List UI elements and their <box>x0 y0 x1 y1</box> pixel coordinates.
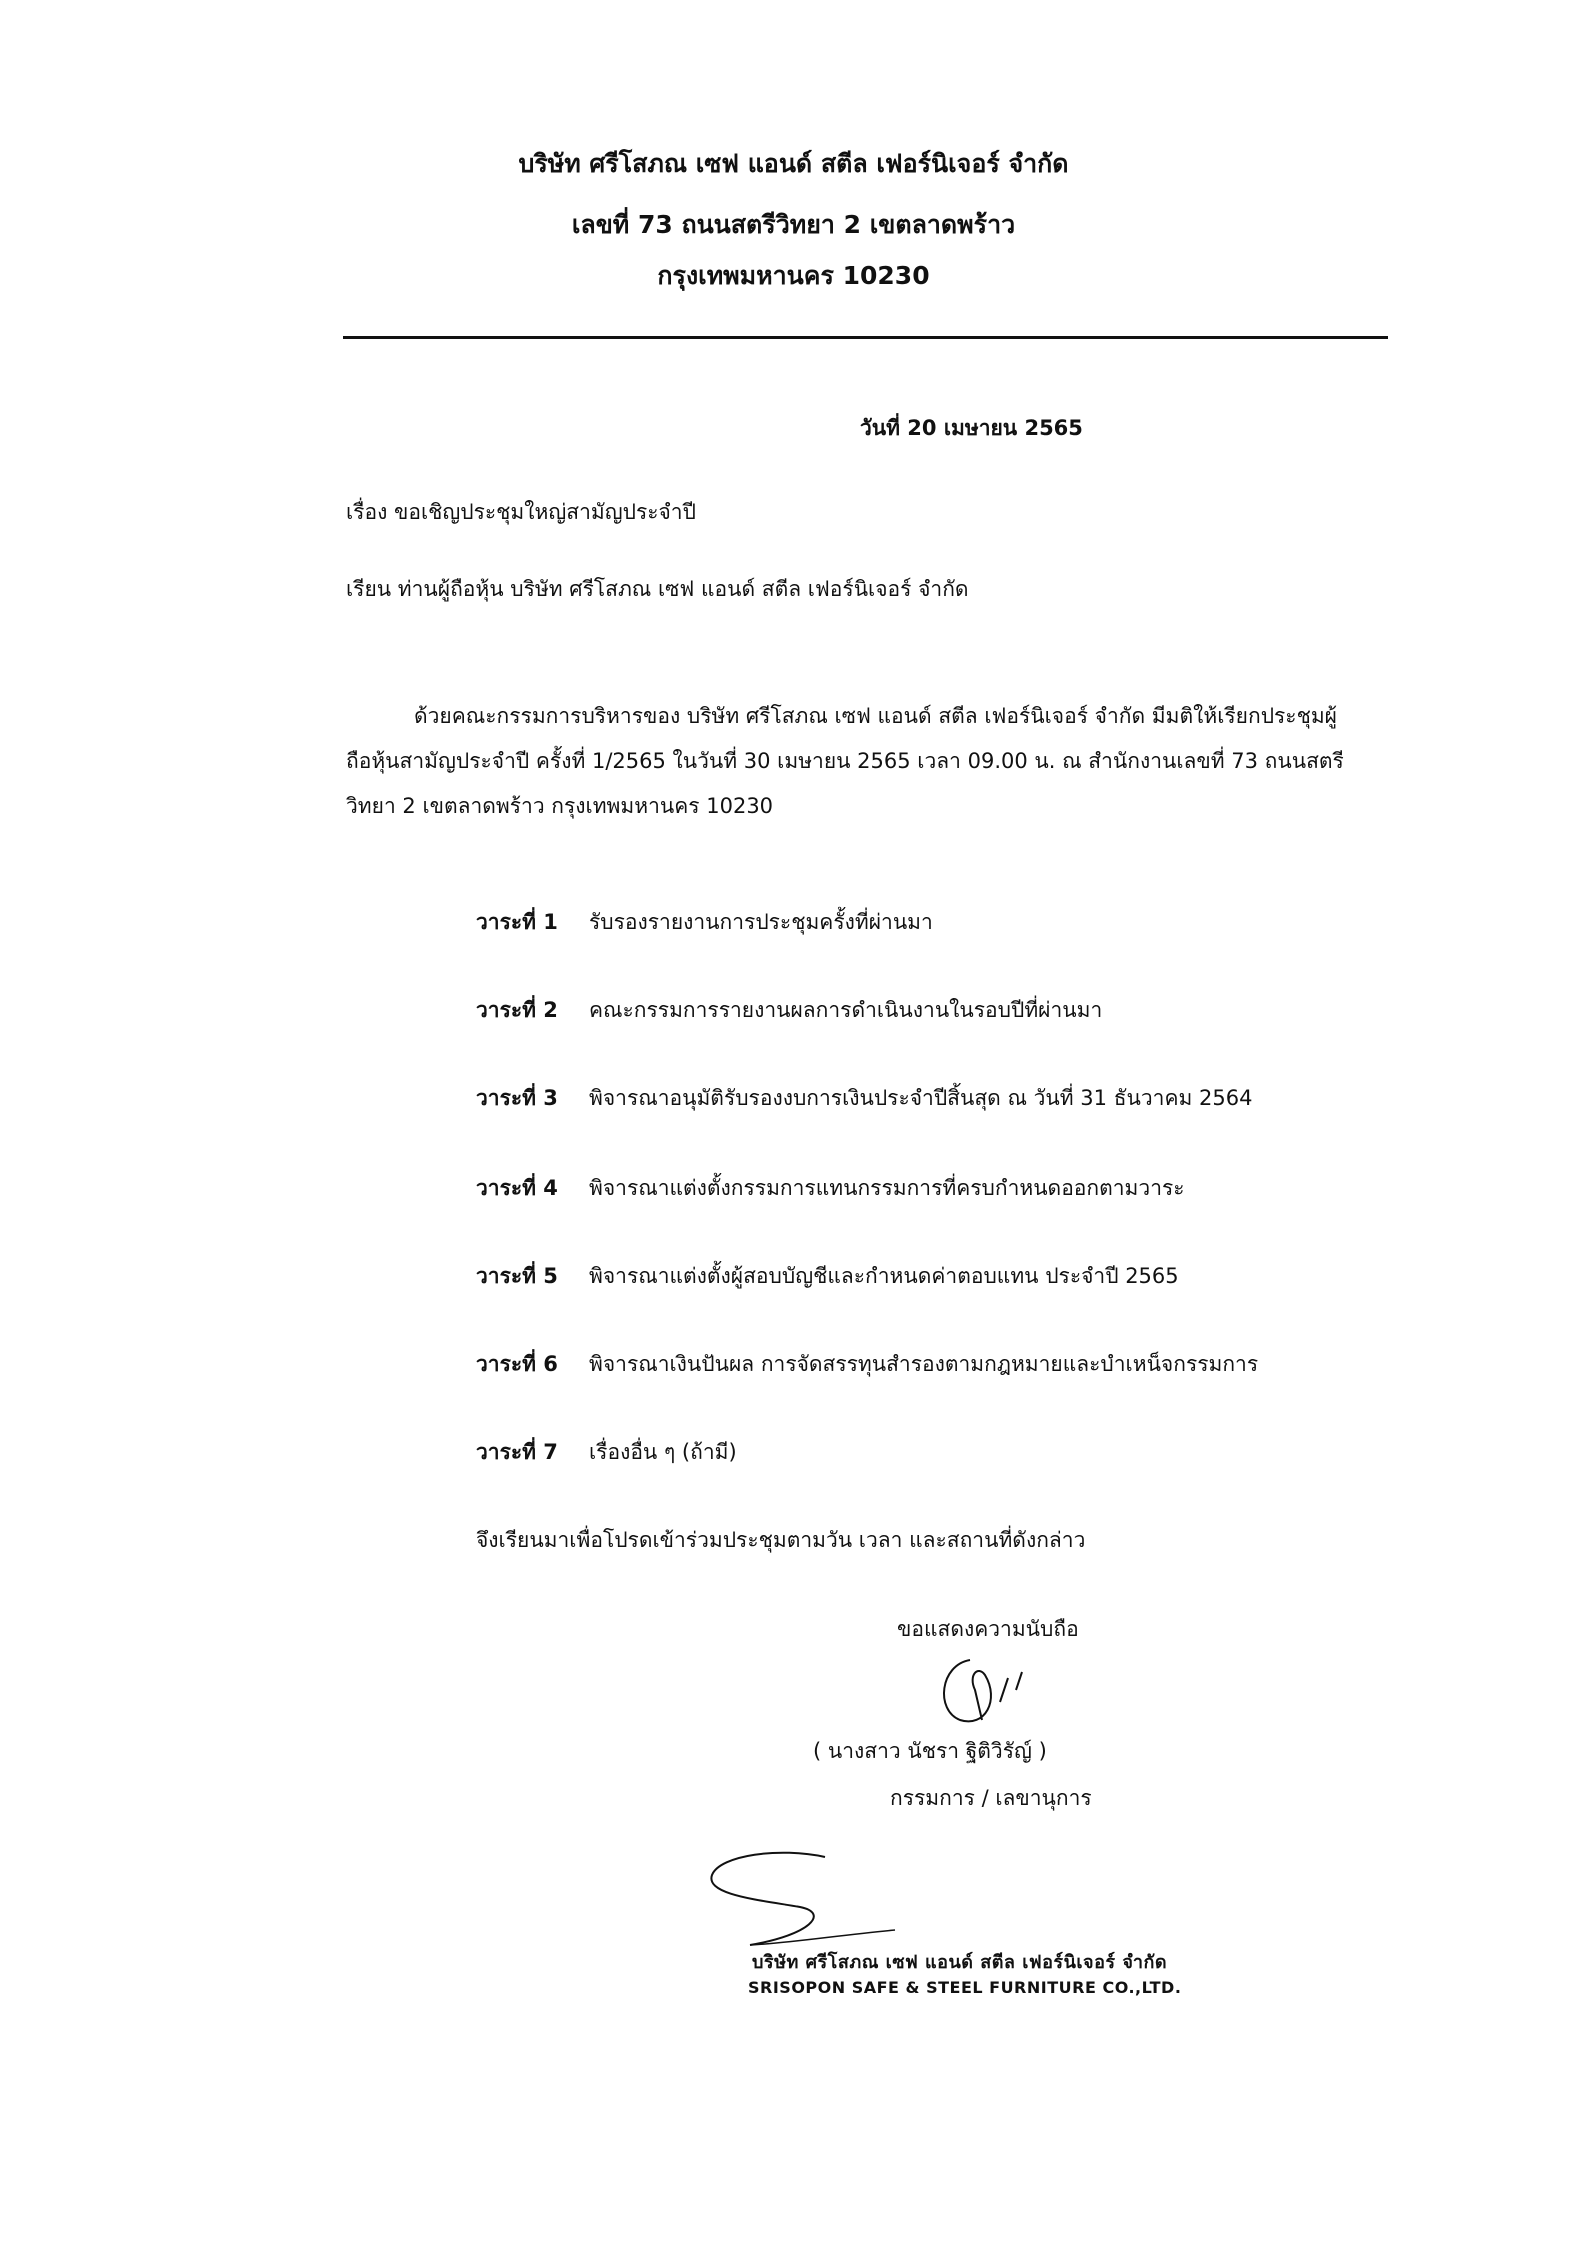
handwritten-signature <box>690 1845 900 1955</box>
agenda-number: วาระที่ 1 <box>476 910 558 934</box>
signature-mark <box>930 1650 1040 1730</box>
agenda-number: วาระที่ 7 <box>476 1440 558 1464</box>
letter-subject: เรื่อง ขอเชิญประชุมใหญ่สามัญประจำปี <box>346 500 696 524</box>
agenda-number: วาระที่ 2 <box>476 998 558 1022</box>
agenda-item <box>476 1260 1179 1293</box>
agenda-item <box>476 1436 737 1469</box>
body-line: ด้วยคณะกรรมการบริหารของ บริษัท ศรีโสภณ เซฟ แอนด์ สตีล เฟอร์นิเจอร์ จำกัด มีมติให้เรียกประชุมผู้ <box>414 704 1337 728</box>
regards-text: ขอแสดงความนับถือ <box>897 1617 1079 1641</box>
agenda-text: รับรองรายงานการประชุมครั้งที่ผ่านมา <box>589 910 933 934</box>
signer-name: ( นางสาว นัชรา ฐิติวิรัญ์ ) <box>813 1739 1047 1763</box>
agenda-text: พิจารณาเงินปันผล การจัดสรรทุนสำรองตามกฎหมายและบำเหน็จกรรมการ <box>589 1352 1259 1376</box>
agenda-text: คณะกรรมการรายงานผลการดำเนินงานในรอบปีที่ผ่านมา <box>589 998 1103 1022</box>
agenda-number: วาระที่ 6 <box>476 1352 558 1376</box>
agenda-item <box>476 1082 1252 1115</box>
signer-position: กรรมการ / เลขานุการ <box>890 1786 1092 1810</box>
agenda-number: วาระที่ 4 <box>476 1176 558 1200</box>
agenda-item <box>476 994 1102 1027</box>
company-stamp-english: SRISOPON SAFE & STEEL FURNITURE CO.,LTD. <box>748 1978 1182 1997</box>
company-name: บริษัท ศรีโสภณ เซฟ แอนด์ สตีล เฟอร์นิเจอร์ จำกัด <box>518 149 1069 178</box>
agenda-text: พิจารณาแต่งตั้งผู้สอบบัญชีและกำหนดค่าตอบแทน ประจำปี 2565 <box>589 1264 1179 1288</box>
company-stamp-thai: บริษัท ศรีโสภณ เซฟ แอนด์ สตีล เฟอร์นิเจอร์ จำกัด <box>752 1952 1168 1973</box>
body-line: ถือหุ้นสามัญประจำปี ครั้งที่ 1/2565 ในวันที่ 30 เมษายน 2565 เวลา 09.00 น. ณ สำนักงานเลขที่ 73 ถนนสตรี <box>346 749 1344 773</box>
agenda-item <box>476 906 933 939</box>
letter-date: วันที่ 20 เมษายน 2565 <box>860 416 1083 440</box>
agenda-text: เรื่องอื่น ๆ (ถ้ามี) <box>589 1440 737 1464</box>
agenda-item <box>476 1348 1258 1381</box>
body-paragraph <box>346 694 1416 829</box>
agenda-text: พิจารณาแต่งตั้งกรรมการแทนกรรมการที่ครบกำหนดออกตามวาระ <box>589 1176 1185 1200</box>
agenda-text: พิจารณาอนุมัติรับรองงบการเงินประจำปีสิ้นสุด ณ วันที่ 31 ธันวาคม 2564 <box>589 1086 1253 1110</box>
company-address: เลขที่ 73 ถนนสตรีวิทยา 2 เขตลาดพร้าว <box>571 210 1016 239</box>
closing-text: จึงเรียนมาเพื่อโปรดเข้าร่วมประชุมตามวัน เวลา และสถานที่ดังกล่าว <box>476 1528 1086 1552</box>
agenda-item <box>476 1172 1185 1205</box>
header-divider <box>343 336 1388 339</box>
agenda-number: วาระที่ 3 <box>476 1086 558 1110</box>
body-line: วิทยา 2 เขตลาดพร้าว กรุงเทพมหานคร 10230 <box>346 794 774 818</box>
agenda-number: วาระที่ 5 <box>476 1264 558 1288</box>
company-city: กรุงเทพมหานคร 10230 <box>657 261 930 290</box>
letter-recipient: เรียน ท่านผู้ถือหุ้น บริษัท ศรีโสภณ เซฟ แอนด์ สตีล เฟอร์นิเจอร์ จำกัด <box>346 577 969 601</box>
